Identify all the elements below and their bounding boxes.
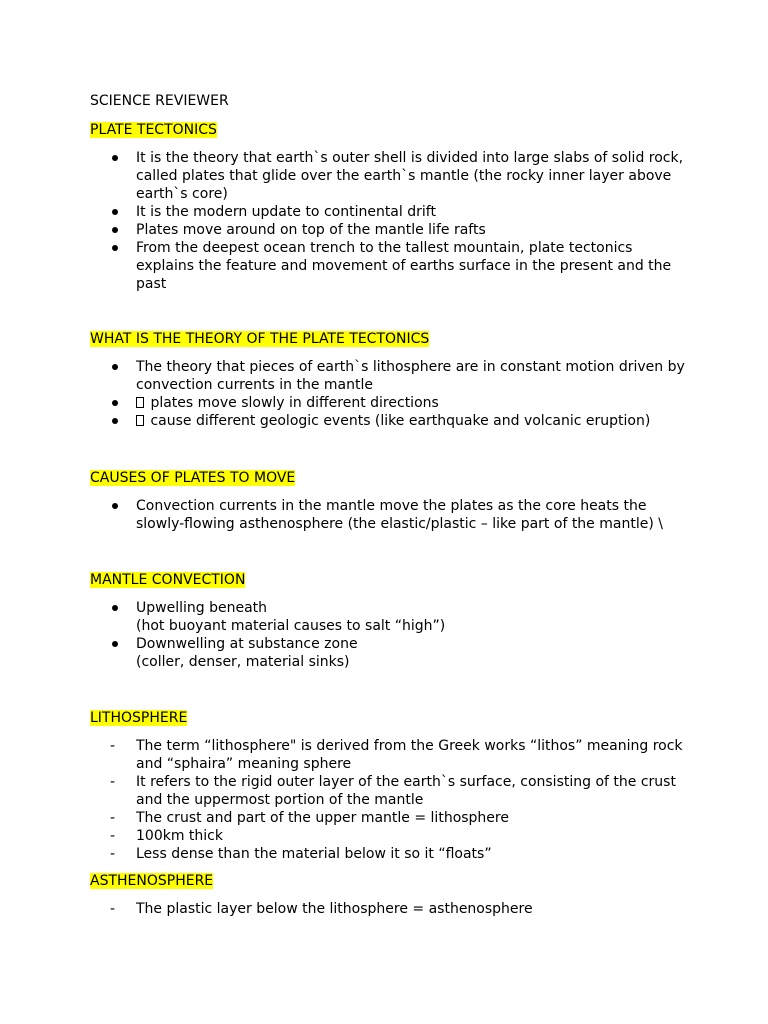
highlighted-heading: CAUSES OF PLATES TO MOVE (90, 470, 296, 486)
theory-list (90, 358, 690, 430)
item-line: Convection currents in the mantle move the plates as the core heats the (136, 498, 647, 514)
list-item (90, 900, 690, 918)
section-heading-lithosphere (90, 709, 187, 727)
list-item (90, 635, 690, 671)
item-line: Less dense than the material below it so it “floats” (136, 846, 492, 862)
item-line: Plates move around on top of the mantle life rafts (136, 222, 486, 238)
highlighted-heading: ASTHENOSPHERE (90, 873, 214, 889)
list-item (90, 239, 690, 293)
item-line: convection currents in the mantle (136, 377, 373, 393)
item-line: From the deepest ocean trench to the tallest mountain, plate tectonics (136, 240, 633, 256)
asthenosphere-list (90, 900, 690, 918)
item-line: called plates that glide over the earth`s mantle (the rocky inner layer above (136, 168, 672, 184)
item-line: It refers to the rigid outer layer of the earth`s surface, consisting of the crust (136, 774, 676, 790)
item-line: It is the modern update to continental drift (136, 204, 436, 220)
causes-list (90, 497, 690, 533)
highlighted-heading: WHAT IS THE THEORY OF THE PLATE TECTONICS (90, 331, 430, 347)
section-heading-mantle-convection (90, 571, 245, 589)
item-line: The theory that pieces of earth`s lithosphere are in constant motion driven by (136, 359, 685, 375)
item-line: cause different geologic events (like earthquake and volcanic eruption) (150, 413, 651, 429)
plate-tectonics-list (90, 149, 690, 293)
missing-glyph-icon (136, 415, 144, 426)
list-item (90, 221, 690, 239)
list-item (90, 773, 690, 809)
item-line: It is the theory that earth`s outer shell is divided into large slabs of solid rock, (136, 150, 684, 166)
list-item (90, 394, 690, 412)
item-line: explains the feature and movement of earths surface in the present and the (136, 258, 672, 274)
list-item (90, 358, 690, 394)
item-line: Upwelling beneath (136, 600, 268, 616)
item-line: The plastic layer below the lithosphere = asthenosphere (136, 901, 533, 917)
section-heading-asthenosphere (90, 872, 213, 890)
list-item (90, 827, 690, 845)
list-item (90, 412, 690, 430)
list-item (90, 845, 690, 863)
document-title: SCIENCE REVIEWER (90, 93, 229, 109)
list-item (90, 497, 690, 533)
list-item (90, 737, 690, 773)
mantle-convection-list (90, 599, 690, 671)
missing-glyph-icon (136, 397, 144, 408)
item-line: The term “lithosphere" is derived from the Greek works “lithos” meaning rock (136, 738, 683, 754)
item-line: The crust and part of the upper mantle = lithosphere (136, 810, 509, 826)
section-heading-plate-tectonics (90, 121, 217, 139)
dash-bullet-icon: - (110, 846, 116, 862)
item-line: and “sphaira” meaning sphere (136, 756, 352, 772)
item-line: Downwelling at substance zone (136, 636, 358, 652)
dash-bullet-icon: - (110, 828, 116, 844)
dash-bullet-icon: - (110, 901, 116, 917)
lithosphere-list (90, 737, 690, 863)
dash-bullet-icon: - (110, 774, 116, 790)
list-item (90, 203, 690, 221)
item-line: slowly-flowing asthenosphere (the elastic/plastic – like part of the mantle) \ (136, 516, 663, 532)
section-heading-causes (90, 469, 295, 487)
item-line: 100km thick (136, 828, 223, 844)
highlighted-heading: LITHOSPHERE (90, 710, 188, 726)
dash-bullet-icon: - (110, 810, 116, 826)
highlighted-heading: PLATE TECTONICS (90, 122, 217, 138)
list-item (90, 599, 690, 635)
item-line: plates move slowly in different directions (150, 395, 439, 411)
dash-bullet-icon: - (110, 738, 116, 754)
item-line: earth`s core) (136, 186, 228, 202)
list-item (90, 149, 690, 203)
item-line: (coller, denser, material sinks) (136, 654, 350, 670)
highlighted-heading: MANTLE CONVECTION (90, 572, 246, 588)
section-heading-theory (90, 330, 429, 348)
item-line: and the uppermost portion of the mantle (136, 792, 424, 808)
item-line: (hot buoyant material causes to salt “high”) (136, 618, 446, 634)
list-item (90, 809, 690, 827)
item-line: past (136, 276, 167, 292)
